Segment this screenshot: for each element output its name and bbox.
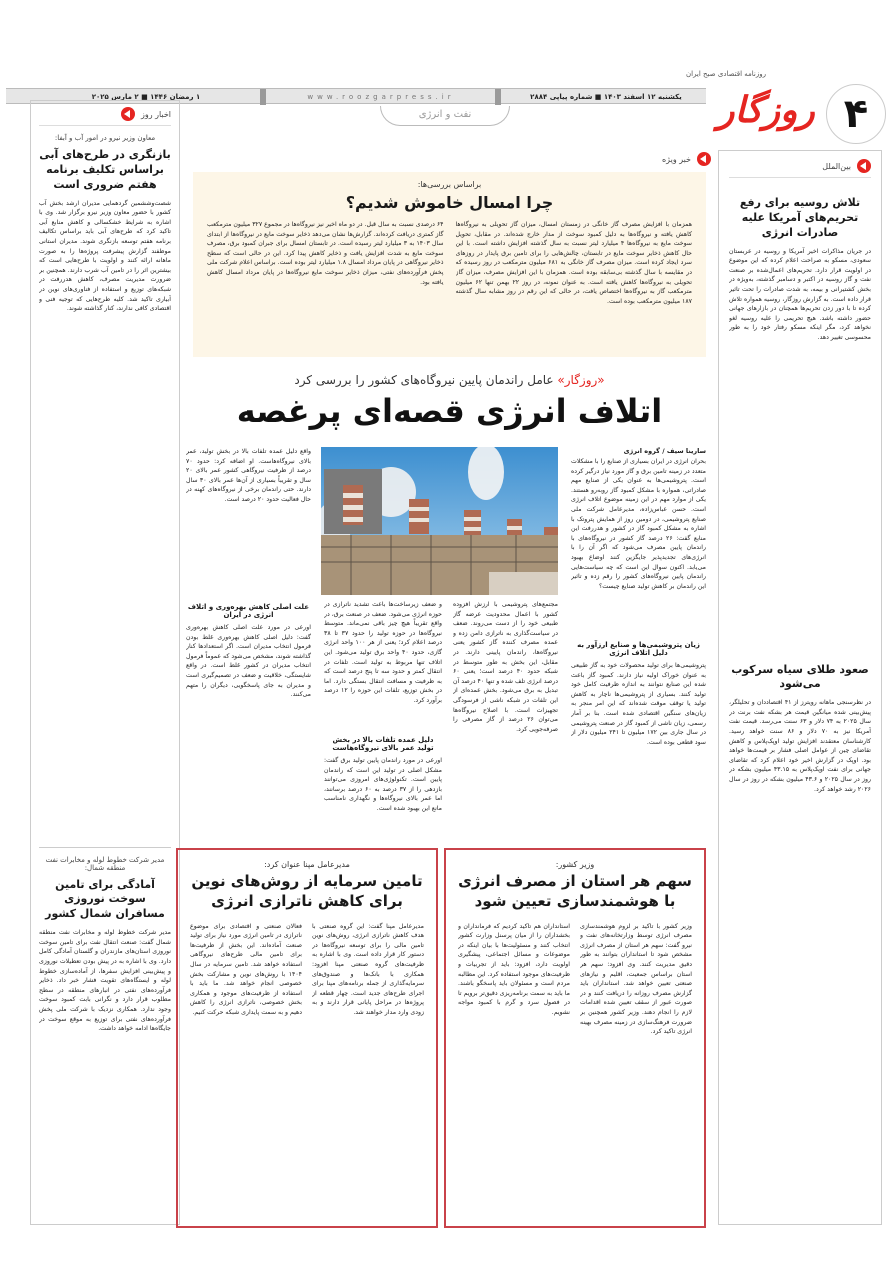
top-story-body-left: ۶۴ درصدی نسبت به سال قبل. در دو ماه اخیر نیز نیروگاه‌ها در مجموع ۳۲۷ میلیون مترمکعب گاز کمتری دریافت کرده‌اند. گزارش‌ها نشان می‌دهد ذخایر سوخت مایع در نیروگاه‌ها از ابتدای سال ۱۴۰۳ به ۳ میلیارد لیتر رسیده است. در تابستان امسال برای جبران کمبود برق، مصرف سوخت مایع به شدت افزایش یافت و ذخایر کاهش پیدا کرد. این در حالی است که سطح ذخایر نیروگاهی در پایان مرداد امسال ۱.۸ میلیارد لیتر بوده است. براساس اعلام شرکت ملی پخش فرآورده‌های نفتی، میزان ذخایر سوخت مایع نیروگاه‌ها در پایان مرداد امسال کاهش یافته بود. (207, 221, 444, 286)
left-story2-title[interactable]: آمادگی برای تامین سوخت نوروزی مسافران شمال کشور (45, 877, 165, 921)
section-marker-icon (121, 107, 135, 121)
page-number: ۴ (826, 84, 886, 144)
left-story1-kicker: معاون وزیر نیرو در امور آب و آبفا: (54, 134, 156, 142)
right-story1-body: در جریان مذاکرات اخیر آمریکا و روسیه در عربستان سعودی، مسکو به صراحت اعلام کرده که این موضوع در اولویت قرار دارد. تحریم‌های اعمال‌شده بر صنعت نفت و گاز روسیه در اکتبر و دسامبر گذشته، به‌ویژه در بخش کشتیرانی و بیمه، به شدت صادرات را تحت تاثیر قرار داده است. به گزارش روزگار، روسیه همواره تلاش کرده تا با دور زدن تحریم‌ها همچنان در بازارهای جهانی حضور داشته باشد. هیچ تحریمی را علیه روسیه لغو نخواهد کرد، مگر اینکه مسکو رفتار خود را به طور محسوسی تغییر دهد. (729, 247, 871, 342)
power-plant-image (321, 447, 558, 595)
left-story1-body: شصت‌وششمین گردهمایی مدیران ارشد بخش آب کشور با حضور معاون وزیر نیرو برگزار شد. وی با اشاره به شرایط خشکسالی و کاهش منابع آبی تاکید کرد که طرح‌های آبی باید براساس تکالیف برنامه هفتم توسعه بازنگری شوند. مدیران استانی موظفند گزارش پیشرفت پروژه‌ها را به صورت ماهانه ارائه کنند و اولویت با طرح‌هایی است که بیشترین اثر را در تامین آب شرب دارند. همچنین بر ضرورت مدیریت مصرف، کاهش هدررفت در شبکه‌های توزیع و استفاده از فناوری‌های نوین در آبیاری تاکید شد. کلیه طرح‌هایی که توجیه فنی و اقتصادی کافی ندارند، کنار گذاشته شوند. (39, 199, 171, 313)
bottom-left-body-right: مدیرعامل مپنا گفت: این گروه صنعتی با هدف کاهش ناترازی انرژی، روش‌های نوین تامین مالی را برای توسعه نیروگاه‌ها در دستور کار قرار داده است. وی با اشاره به ظرفیت‌های گروه صنعتی مپنا افزود: همکاری با بانک‌ها و صندوق‌های سرمایه‌گذاری از جمله برنامه‌های مپنا برای اجرای طرح‌های جدید است. چهار قطعه از پروژه‌ها در مراحل پایانی قرار دارند و به زودی وارد مدار خواهند شد. (312, 922, 424, 1016)
main-story-column-2 (453, 600, 558, 845)
right-story2-body: در نظرسنجی ماهانه رویترز از ۴۱ اقتصاددان و تحلیلگر، پیش‌بینی شده میانگین قیمت هر بشکه نفت برنت در سال ۲۰۲۵ به ۷۴ دلار و ۶۳ سنت می‌رسد. قیمت نفت آمریکا نیز به ۷۰ دلار و ۸۶ سنت خواهد رسید. کارشناسان معتقدند افزایش تولید اوپک‌پلاس و کاهش تقاضای چین از عوامل اصلی فشار بر قیمت‌ها خواهد بود. اوپک در گزارش اخیر خود اعلام کرد که تقاضای جهانی برای نفت اوپک‌پلاس به ۴۳.۱۵ میلیون بشکه در روز در سال ۲۰۲۵ و ۴۳.۶ میلیون بشکه در روز در سال ۲۰۲۶ رشد خواهد کرد. (729, 699, 871, 793)
masthead-tagline: روزنامه اقتصادی صبح ایران (685, 70, 767, 78)
main-col3-subhead: دلیل عمده تلفات بالا در بخش تولید عمر بالای نیروگاه‌هاست (332, 736, 434, 752)
bottom-right-body-left: استانداران هم تاکید کردیم که فرمانداران و بخشداران را از میان پرسنل وزارت کشور انتخاب کنند و مسئولیت‌ها با بیان اینکه در موضوعات و مسائل اجتماعی، پیشگیری اولویت دارد، افزود: باید از تجربیات و ظرفیت‌های موجود استفاده کرد. این مطالبه مردم است و مسئولان باید پاسخگو باشند. ما باید به سمت برنامه‌ریزی دقیق‌تر برویم تا در فصول سرد و گرم با کمبود مواجه نشویم. (458, 922, 570, 1016)
left-story1-title[interactable]: بازنگری در طرح‌های آبی براساس تکلیف برنامه هفتم ضروری است (39, 148, 171, 191)
left-section-text: اخبار روز (140, 109, 171, 119)
divider (39, 847, 171, 848)
bottom-right-title[interactable]: سهم هر استان از مصرف انرژی با هوشمندسازی تعیین شود (458, 872, 692, 911)
issue-info: یکشنبه ۱۲ اسفند ۱۴۰۳ ■ شماره پیاپی ۲۸۸۴ (530, 93, 682, 101)
main-col4-body2: اورعی در مورد علت اصلی کاهش بهره‌وری گفت: دلیل اصلی کاهش بهره‌وری غلط بودن فرمول انتخاب مدیران است. اگر استعدادها کنار گذاشته شوند، مشخص می‌شود که عموماً فرمول انتخاب مدیران در کشور غلط است. در واقع شایستگی، خلاقیت و ضعف در تصمیم‌گیری است و مدیران به جای پاسخگویی، دیگران را متهم می‌کنند. (186, 624, 311, 699)
bottom-right-body-right: وزیر کشور با تاکید بر لزوم هوشمندسازی مصرف انرژی توسط وزارتخانه‌های نفت و نیرو گفت: سهم هر استان از مصرف انرژی مشخص شود تا استانداران بتوانند به طور دقیق مدیریت کنند. وی افزود: سهم هر استان براساس جمعیت، اقلیم و نیازهای صنعتی تعیین خواهد شد. استانداران باید گزارش مصرف روزانه را دریافت کنند و در صورت عبور از سقف تعیین شده اقدامات لازم را انجام دهند. وزیر کشور همچنین بر ضرورت فرهنگ‌سازی در زمینه مصرف بهینه انرژی تاکید کرد. (580, 922, 692, 1036)
main-story-kicker (193, 373, 706, 387)
website-url[interactable]: www.roozgarpress.ir (307, 93, 455, 101)
main-col1-body2: پتروشیمی‌ها برای تولید محصولات خود به گاز طبیعی به عنوان خوراک اولیه نیاز دارند. کمبود گاز باعث شده این صنایع نتوانند به اندازه ظرفیت کامل خود تولید کنند. بسیاری از پتروشیمی‌ها ناچار به کاهش تولید یا توقف موقت شده‌اند که این امر منجر به زیان‌های سنگین اقتصادی شده است. بنا بر آمار رسمی، زیان ناشی از کمبود گاز در صنعت پتروشیمی در سال جاری بین ۱۷۲ میلیون تا ۲۴۱ میلیون دلار از سود قطعی بوده است. (571, 662, 706, 746)
main-story-title[interactable]: اتلاف انرژی قصه‌ای پرغصه (236, 392, 663, 430)
top-story-box (193, 172, 706, 357)
date-info: ۱ رمضان ۱۴۴۶ ■ ۲ مارس ۲۰۲۵ (91, 93, 201, 101)
right-column (718, 150, 882, 1225)
bottom-left-title[interactable]: تامین سرمایه از روش‌های نوین برای کاهش ناترازی انرژی (191, 872, 423, 911)
bottom-right-kicker: وزیر کشور: (555, 860, 595, 869)
main-col-mid-right-body: مجتمع‌های پتروشیمی با ارزش افزوده کشور با اعمال محدودیت عرضه گاز طبیعی خود را از دست می‌روند. ضعف در سیاست‌گذاری به ناترازی دامن زده و عمده مصرف کننده گاز کشور یعنی نیروگاه‌ها، راندمان پایینی دارند. در مقابل، این بخش به طور متوسط در شبکه حدود ۴۰ درصد است؛ یعنی ۶۰ درصد انرژی تلف شده و تنها ۴۰ درصد آن تبدیل به برق می‌شود. بخش عمده‌ای از این تلفات در شبکه ناشی از فرسودگی تجهیزات است. با اصلاح نیروگاه‌ها می‌توان ۲۶ درصد از گاز مصرفی را صرفه‌جویی کرد. (453, 601, 558, 733)
right-story2-title[interactable]: صعود طلای سیاه سرکوب می‌شود (731, 662, 869, 691)
top-section-label (662, 152, 711, 166)
bottom-left-story (176, 848, 438, 1228)
top-section-text: خبر ویژه (661, 154, 691, 164)
main-col3-body: و ضعف زیرساخت‌ها باعث تشدید ناترازی در حوزه انرژی می‌شود. ضعف در صنعت برق، در واقع تقریباً هیچ چیز باقی نمی‌ماند. متوسط نیروگاه‌ها در حوزه تولید را حدود ۳۷ تا ۳۸ درصد اعلام کرد؛ یعنی از هر ۱۰۰ واحد انرژی گازی، حدود ۴۰ واحد برق تولید می‌شود. این اتلاف تنها مربوط به تولید است. تلفات در انتقال کمتر و حدود سه تا پنج درصد است که به ظرفیت و مسافت انتقال بستگی دارد. اما در بخش توزیع، تلفات این حوزه را ۱۲ درصد برآورد کرد. (324, 601, 442, 705)
main-story-column-1 (571, 447, 706, 847)
byline: سارینا سیف / گروه انرژی (623, 447, 706, 455)
left-column (30, 100, 180, 1225)
newspaper-logo[interactable]: روزگار (717, 90, 815, 131)
top-story-body-right: همزمان با افزایش مصرف گاز خانگی در زمستان امسال، میزان گاز تحویلی به نیروگاه‌ها کاهش یافته و نیروگاه‌ها به دلیل کمبود سوخت از مدار خارج شده‌اند. در مقابل، تحویل سوخت مایع به نیروگاه‌ها ۴ میلیارد لیتر نسبت به سال گذشته افزایش داشته است. با این حال کاهش ذخایر سوخت مایع در تابستان، چالش‌هایی را برای تامین برق پایدار در روزهای سرد ایجاد کرده است. میزان مصرف گاز خانگی به ۶۸۱ میلیون مترمکعب در روز رسیده که در مقایسه با سال گذشته بی‌سابقه بوده است. همزمان با این افزایش مصرف، میزان گاز تحویلی به نیروگاه‌ها کاهش یافته است. به عنوان نمونه، در روز ۲۲ بهمن تنها ۶۲ میلیون مترمکعب گاز به نیروگاه‌ها اختصاص یافت، در حالی که این رقم در روز مشابه سال گذشته ۱۸۷ میلیون مترمکعب بوده است. (455, 221, 692, 305)
top-story-kicker: براساس بررسی‌ها: (417, 180, 482, 189)
main-col3-body2: اورعی در مورد راندمان پایین تولید برق گفت: مشکل اصلی در تولید این است که راندمان پایین است. تکنولوژی‌های امروزی می‌توانند بازدهی را از ۳۷ درصد به ۶۰ درصد برسانند، اما عمر بالای نیروگاه‌ها و نگهداری نامناسب مانع این بهبود شده است. (324, 757, 442, 813)
main-story-column-4 (186, 447, 311, 847)
section-marker-icon (697, 152, 711, 166)
kicker-text: عامل راندمان پایین نیروگاه‌های کشور را بررسی کرد (294, 373, 554, 387)
main-col1-body: بحران انرژی در ایران بسیاری از صنایع را با مشکلات متعدد در زمینه تامین برق و گاز مورد نیاز درگیر کرده است. پتروشیمی‌ها به عنوان یکی از صنایع مهم صادراتی، همواره با مشکل کمبود گاز روبه‌رو هستند. یکی از موارد مهم در این زمینه موضوع اتلاف انرژی است. حسن عباس‌زاده، مدیرعامل شرکت ملی صنایع پتروشیمی، در دومین روز از همایش پتروتک با اشاره به مشکل کمبود گاز در کشور و هدررفت این منابع گفت: ۲۶ درصد گاز کشور در نیروگاه‌های با راندمان پایین مصرف می‌شود که اگر آن را با انرژی‌های تجدیدپذیر جایگزین کنند اوضاع بهبود می‌یابد. اکنون سوال این است که چه سیاست‌هایی راندمان پایین نیروگاه‌های کشور را رقم زده و تاثیر این راندمان بر کاهش تولید صنایع چیست؟ (571, 458, 706, 590)
main-col4-subhead: علت اصلی کاهش بهره‌وری و اتلاف انرژی در ایران (187, 603, 310, 619)
bottom-left-body-left: فعالان صنعتی و اقتصادی برای موضوع ناترازی در تامین انرژی مورد نیاز برای تولید صنعت آماده‌اند. این بخش از ظرفیت‌ها برای تامین مالی طرح‌های نیروگاهی استفاده خواهد شد. تامین سرمایه در سال ۱۴۰۴ با روش‌های نوین و مشارکت بخش خصوصی انجام خواهد شد. ما باید با استفاده از ظرفیت‌های موجود و همکاری بخش خصوصی، ناترازی انرژی را کاهش دهیم و به سمت پایداری شبکه حرکت کنیم. (190, 922, 302, 1016)
header-separator (260, 89, 266, 105)
main-col2-body: واقع دلیل عمده تلفات بالا در بخش تولید، عمر بالای نیروگاه‌هاست. او اضافه کرد: حدود ۷۰ درصد از ظرفیت نیروگاهی کشور عمر بالای ۲۰ سال و تقریباً بسیاری از آن‌ها عمر بالای ۳۰ سال دارند. حتی راندمان برخی از نیروگاه‌های کهنه در حال فعالیت حدود ۲۰ درصد است. (186, 448, 311, 504)
right-section-label (729, 159, 871, 178)
kicker-brand: «روزگار» (557, 373, 605, 387)
left-story2-kicker: مدیر شرکت خطوط لوله و مخابرات نفت منطقه شمال: (45, 855, 165, 872)
right-story1-title[interactable]: تلاش روسیه برای رفع تحریم‌های آمریکا علیه صادرات انرژی (739, 196, 861, 239)
left-story2-body: مدیر شرکت خطوط لوله و مخابرات نفت منطقه شمال گفت: صنعت انتقال نفت برای تامین سوخت نوروزی استان‌های مازندران و گلستان آمادگی کامل دارد. وی با اشاره به در پیش بودن تعطیلات نوروزی و پیش‌بینی افزایش سفرها، از آماده‌سازی خطوط لوله و ایستگاه‌های تقویت فشار خبر داد. ذخایر فرآورده‌های نفتی در انبارهای منطقه در سطح مطلوب قرار دارد و نگرانی بابت کمبود سوخت وجود ندارد. همکاری نزدیک با شرکت ملی پخش فرآورده‌های نفتی برای توزیع به موقع سوخت در جایگاه‌ها ادامه خواهد داشت. (39, 929, 171, 1033)
bottom-left-kicker: مدیرعامل مپنا عنوان کرد: (264, 860, 350, 869)
section-emblem: نفت و انرژی (380, 106, 510, 126)
top-story-title[interactable]: چرا امسال خاموش شدیم؟ (345, 193, 554, 212)
right-section-text: بین‌الملل (822, 161, 851, 171)
bottom-right-story (444, 848, 706, 1228)
main-story-column-3 (324, 600, 442, 845)
left-section-label (39, 107, 171, 126)
main-col1-subhead: زیان پتروشیمی‌ها و صنایع ارزآور به دلیل اتلاف انرژی (577, 641, 700, 657)
power-plant-photo[interactable] (321, 447, 558, 595)
header-separator (495, 89, 501, 105)
section-marker-icon (857, 159, 871, 173)
